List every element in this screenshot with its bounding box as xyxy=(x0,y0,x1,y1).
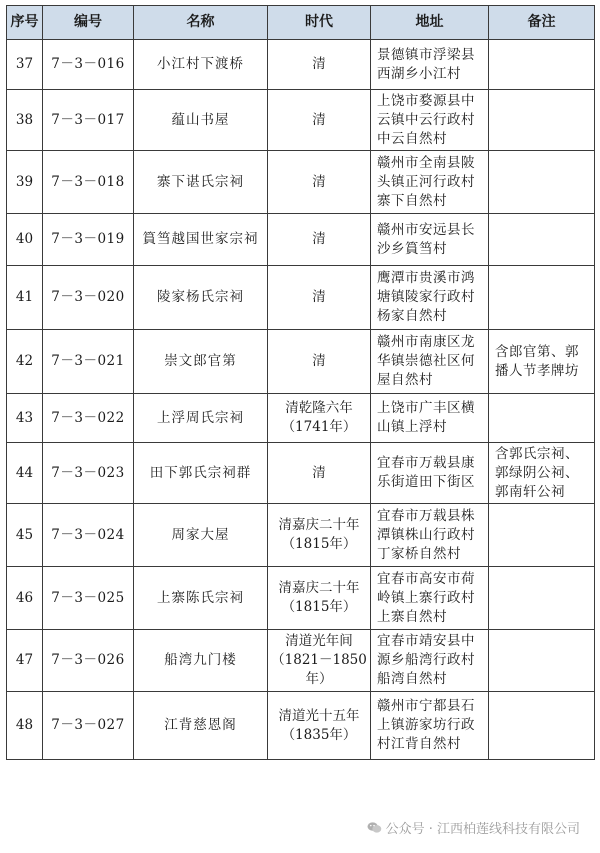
cell-name: 崇文郎官第 xyxy=(134,330,268,394)
table-row xyxy=(7,40,595,90)
table-row xyxy=(7,394,595,443)
cell-name: 周家大屋 xyxy=(134,504,268,567)
cell-name: 田下郭氏宗祠群 xyxy=(134,443,268,504)
cell-no: 44 xyxy=(7,443,43,504)
cell-note xyxy=(489,692,595,760)
cell-code: 7－3－016 xyxy=(43,40,134,90)
table-row xyxy=(7,630,595,692)
cell-code: 7－3－017 xyxy=(43,90,134,151)
cell-era: 清 xyxy=(268,40,371,90)
col-header-era: 时代 xyxy=(268,6,371,40)
cell-era: 清 xyxy=(268,443,371,504)
heritage-table xyxy=(6,5,595,760)
cell-name: 船湾九门楼 xyxy=(134,630,268,692)
cell-code: 7－3－021 xyxy=(43,330,134,394)
cell-note xyxy=(489,630,595,692)
cell-name: 上寨陈氏宗祠 xyxy=(134,567,268,630)
cell-era: 清道光年间（1821－1850年） xyxy=(268,630,371,692)
cell-code: 7－3－023 xyxy=(43,443,134,504)
cell-name: 寨下谌氏宗祠 xyxy=(134,151,268,214)
cell-no: 47 xyxy=(7,630,43,692)
cell-code: 7－3－025 xyxy=(43,567,134,630)
cell-era: 清嘉庆二十年（1815年） xyxy=(268,504,371,567)
cell-no: 40 xyxy=(7,214,43,266)
cell-era: 清 xyxy=(268,151,371,214)
cell-address: 宜春市高安市荷岭镇上寨行政村上寨自然村 xyxy=(371,567,489,630)
cell-address: 景德镇市浮梁县西湖乡小江村 xyxy=(371,40,489,90)
table-row xyxy=(7,90,595,151)
table-row xyxy=(7,266,595,330)
cell-note: 含郭氏宗祠、郭绿阴公祠、郭南轩公祠 xyxy=(489,443,595,504)
table-row xyxy=(7,567,595,630)
cell-code: 7－3－026 xyxy=(43,630,134,692)
cell-no: 48 xyxy=(7,692,43,760)
cell-no: 41 xyxy=(7,266,43,330)
cell-note xyxy=(489,504,595,567)
col-header-name: 名称 xyxy=(134,6,268,40)
cell-address: 赣州市安远县长沙乡篔筜村 xyxy=(371,214,489,266)
cell-name: 小江村下渡桥 xyxy=(134,40,268,90)
cell-code: 7－3－019 xyxy=(43,214,134,266)
cell-address: 上饶市婺源县中云镇中云行政村中云自然村 xyxy=(371,90,489,151)
cell-name: 江背慈恩阁 xyxy=(134,692,268,760)
cell-code: 7－3－018 xyxy=(43,151,134,214)
cell-name: 上浮周氏宗祠 xyxy=(134,394,268,443)
cell-code: 7－3－022 xyxy=(43,394,134,443)
cell-note xyxy=(489,394,595,443)
cell-address: 赣州市宁都县石上镇游家坊行政村江背自然村 xyxy=(371,692,489,760)
table-row xyxy=(7,214,595,266)
cell-code: 7－3－027 xyxy=(43,692,134,760)
cell-note xyxy=(489,266,595,330)
cell-note xyxy=(489,214,595,266)
cell-no: 37 xyxy=(7,40,43,90)
cell-no: 45 xyxy=(7,504,43,567)
cell-note xyxy=(489,151,595,214)
cell-no: 46 xyxy=(7,567,43,630)
cell-era: 清道光十五年（1835年） xyxy=(268,692,371,760)
cell-address: 宜春市万载县康乐街道田下街区 xyxy=(371,443,489,504)
cell-no: 39 xyxy=(7,151,43,214)
watermark-text: 公众号 · 江西柏莲线科技有限公司 xyxy=(385,822,580,837)
cell-note xyxy=(489,40,595,90)
wechat-icon xyxy=(367,821,382,834)
cell-era: 清乾隆六年（1741年） xyxy=(268,394,371,443)
cell-no: 42 xyxy=(7,330,43,394)
watermark xyxy=(367,818,580,837)
cell-code: 7－3－020 xyxy=(43,266,134,330)
cell-address: 宜春市万载县株潭镇株山行政村丁家桥自然村 xyxy=(371,504,489,567)
cell-address: 鹰潭市贵溪市鸿塘镇陵家行政村杨家自然村 xyxy=(371,266,489,330)
table-row xyxy=(7,443,595,504)
table-row xyxy=(7,330,595,394)
cell-address: 宜春市靖安县中源乡船湾行政村船湾自然村 xyxy=(371,630,489,692)
table-row xyxy=(7,692,595,760)
cell-era: 清 xyxy=(268,90,371,151)
cell-era: 清嘉庆二十年（1815年） xyxy=(268,567,371,630)
cell-era: 清 xyxy=(268,330,371,394)
cell-era: 清 xyxy=(268,266,371,330)
cell-name: 篔筜越国世家宗祠 xyxy=(134,214,268,266)
cell-note xyxy=(489,90,595,151)
col-header-note: 备注 xyxy=(489,6,595,40)
cell-name: 陵家杨氏宗祠 xyxy=(134,266,268,330)
cell-note: 含郎官第、郭播人节孝牌坊 xyxy=(489,330,595,394)
cell-name: 蕴山书屋 xyxy=(134,90,268,151)
table-row xyxy=(7,151,595,214)
cell-code: 7－3－024 xyxy=(43,504,134,567)
col-header-address: 地址 xyxy=(371,6,489,40)
col-header-no: 序号 xyxy=(7,6,43,40)
cell-address: 上饶市广丰区横山镇上浮村 xyxy=(371,394,489,443)
cell-no: 38 xyxy=(7,90,43,151)
header-row xyxy=(7,6,595,40)
cell-address: 赣州市南康区龙华镇崇德社区何屋自然村 xyxy=(371,330,489,394)
col-header-code: 编号 xyxy=(43,6,134,40)
cell-era: 清 xyxy=(268,214,371,266)
cell-address: 赣州市全南县陂头镇正河行政村寨下自然村 xyxy=(371,151,489,214)
table-row xyxy=(7,504,595,567)
cell-note xyxy=(489,567,595,630)
cell-no: 43 xyxy=(7,394,43,443)
